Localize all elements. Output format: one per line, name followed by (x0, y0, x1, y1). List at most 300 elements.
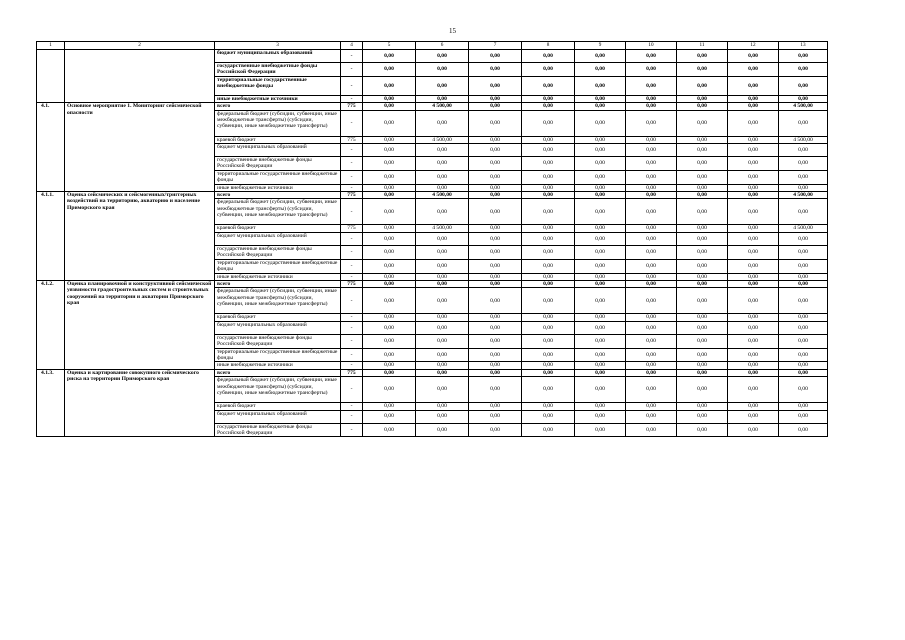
amount-cell: 0,00 (779, 334, 828, 348)
amount-cell: 0,00 (779, 259, 828, 273)
amount-cell: 4 500,00 (779, 136, 828, 143)
amount-cell: 0,00 (416, 232, 469, 245)
amount-cell: 0,00 (416, 95, 469, 102)
amount-cell: 0,00 (626, 280, 677, 287)
amount-cell: 0,00 (575, 410, 626, 423)
code-cell: - (341, 184, 363, 191)
code-cell: 775 (341, 369, 363, 376)
amount-cell: 0,00 (677, 170, 728, 184)
amount-cell: 0,00 (416, 377, 469, 403)
amount-cell: 0,00 (469, 423, 522, 437)
code-cell: 775 (341, 103, 363, 110)
funding-source-cell: государственные внебюджетные фонды Российской Федерации (215, 63, 341, 77)
amount-cell: 0,00 (522, 377, 575, 403)
amount-cell: 0,00 (575, 314, 626, 321)
code-cell: - (341, 423, 363, 437)
code-cell: 775 (341, 280, 363, 287)
amount-cell: 0,00 (677, 362, 728, 369)
amount-cell: 0,00 (575, 403, 626, 410)
amount-cell: 0,00 (728, 136, 779, 143)
funding-source-cell: государственные внебюджетные фонды Российской Федерации (215, 245, 341, 259)
amount-cell: 0,00 (779, 157, 828, 171)
amount-cell: 0,00 (779, 232, 828, 245)
funding-source-cell: территориальные государственные внебюджетные фонды (215, 76, 341, 95)
amount-cell: 0,00 (575, 321, 626, 334)
amount-cell: 0,00 (626, 334, 677, 348)
amount-cell: 0,00 (626, 321, 677, 334)
amount-cell: 0,00 (677, 232, 728, 245)
column-number-header-row (37, 42, 828, 50)
amount-cell: 0,00 (522, 199, 575, 225)
amount-cell: 0,00 (363, 232, 416, 245)
code-cell: - (341, 170, 363, 184)
amount-cell: 0,00 (728, 245, 779, 259)
amount-cell: 0,00 (363, 259, 416, 273)
funding-source-cell: федеральный бюджет (субсидии, субвенции, иные межбюджетные трансферты) (субсидии, субвенции, иные межбюджетные трансферты) (215, 288, 341, 314)
code-cell: - (341, 403, 363, 410)
amount-cell: 0,00 (363, 288, 416, 314)
amount-cell: 0,00 (416, 144, 469, 157)
code-cell: - (341, 110, 363, 136)
item-number-cell: 4.1.3. (37, 369, 65, 437)
amount-cell: 0,00 (677, 288, 728, 314)
amount-cell: 0,00 (522, 314, 575, 321)
amount-cell: 0,00 (779, 144, 828, 157)
amount-cell: 0,00 (728, 273, 779, 280)
amount-cell: 0,00 (363, 170, 416, 184)
amount-cell: 0,00 (677, 95, 728, 102)
amount-cell: 0,00 (363, 403, 416, 410)
header-cell: 4 (341, 42, 363, 50)
amount-cell: 0,00 (575, 192, 626, 199)
amount-cell: 0,00 (522, 410, 575, 423)
amount-cell: 0,00 (779, 245, 828, 259)
amount-cell: 0,00 (469, 245, 522, 259)
header-cell: 9 (575, 42, 626, 50)
amount-cell: 0,00 (575, 110, 626, 136)
amount-cell: 0,00 (728, 76, 779, 95)
amount-cell: 0,00 (363, 348, 416, 362)
amount-cell: 0,00 (626, 259, 677, 273)
code-cell: 775 (341, 136, 363, 143)
amount-cell: 0,00 (779, 362, 828, 369)
amount-cell: 0,00 (728, 103, 779, 110)
amount-cell: 0,00 (363, 184, 416, 191)
amount-cell: 0,00 (363, 280, 416, 287)
amount-cell: 0,00 (575, 273, 626, 280)
amount-cell: 0,00 (677, 334, 728, 348)
code-cell: - (341, 314, 363, 321)
amount-cell: 0,00 (728, 334, 779, 348)
amount-cell: 0,00 (677, 144, 728, 157)
amount-cell: 0,00 (728, 288, 779, 314)
amount-cell: 0,00 (575, 63, 626, 77)
amount-cell: 0,00 (728, 314, 779, 321)
amount-cell: 0,00 (626, 110, 677, 136)
amount-cell: 0,00 (626, 377, 677, 403)
amount-cell: 0,00 (363, 334, 416, 348)
amount-cell: 0,00 (677, 403, 728, 410)
amount-cell: 0,00 (469, 110, 522, 136)
funding-source-cell: бюджет муниципальных образований (215, 410, 341, 423)
code-cell: - (341, 334, 363, 348)
amount-cell: 0,00 (626, 76, 677, 95)
amount-cell: 0,00 (469, 334, 522, 348)
amount-cell: 0,00 (677, 273, 728, 280)
amount-cell: 0,00 (416, 199, 469, 225)
item-number-cell (37, 50, 65, 103)
amount-cell: 0,00 (779, 50, 828, 63)
amount-cell: 0,00 (779, 184, 828, 191)
code-cell: - (341, 157, 363, 171)
amount-cell: 0,00 (363, 192, 416, 199)
amount-cell: 0,00 (779, 63, 828, 77)
header-cell: 11 (677, 42, 728, 50)
amount-cell: 0,00 (575, 280, 626, 287)
header-cell: 3 (215, 42, 341, 50)
amount-cell: 0,00 (626, 362, 677, 369)
amount-cell: 0,00 (779, 410, 828, 423)
amount-cell: 0,00 (469, 76, 522, 95)
amount-cell: 0,00 (779, 348, 828, 362)
amount-cell: 0,00 (626, 288, 677, 314)
amount-cell: 0,00 (363, 423, 416, 437)
amount-cell: 0,00 (363, 144, 416, 157)
amount-cell: 0,00 (626, 103, 677, 110)
amount-cell: 4 500,00 (416, 225, 469, 232)
amount-cell: 0,00 (469, 170, 522, 184)
amount-cell: 0,00 (416, 273, 469, 280)
amount-cell: 0,00 (677, 110, 728, 136)
code-cell: - (341, 50, 363, 63)
funding-source-cell: бюджет муниципальных образований (215, 321, 341, 334)
amount-cell: 0,00 (626, 184, 677, 191)
amount-cell: 0,00 (522, 369, 575, 376)
amount-cell: 0,00 (575, 232, 626, 245)
funding-source-cell: бюджет муниципальных образований (215, 144, 341, 157)
amount-cell: 0,00 (469, 348, 522, 362)
amount-cell: 0,00 (522, 184, 575, 191)
amount-cell: 0,00 (626, 136, 677, 143)
amount-cell: 0,00 (363, 76, 416, 95)
amount-cell: 0,00 (469, 192, 522, 199)
header-cell: 8 (522, 42, 575, 50)
table-row (37, 369, 828, 376)
amount-cell: 0,00 (416, 50, 469, 63)
table-row (37, 280, 828, 287)
amount-cell: 0,00 (728, 225, 779, 232)
amount-cell: 0,00 (779, 423, 828, 437)
amount-cell: 0,00 (522, 76, 575, 95)
amount-cell: 0,00 (677, 103, 728, 110)
amount-cell: 0,00 (728, 403, 779, 410)
table-body (37, 42, 828, 437)
funding-source-cell: бюджет муниципальных образований (215, 232, 341, 245)
header-cell: 1 (37, 42, 65, 50)
amount-cell: 0,00 (779, 403, 828, 410)
header-cell: 7 (469, 42, 522, 50)
amount-cell: 0,00 (779, 288, 828, 314)
amount-cell: 0,00 (469, 95, 522, 102)
header-cell: 13 (779, 42, 828, 50)
funding-source-cell: всего (215, 103, 341, 110)
amount-cell: 0,00 (575, 288, 626, 314)
amount-cell: 0,00 (575, 103, 626, 110)
amount-cell: 0,00 (575, 259, 626, 273)
amount-cell: 0,00 (575, 377, 626, 403)
amount-cell: 0,00 (779, 76, 828, 95)
amount-cell: 0,00 (728, 280, 779, 287)
funding-source-cell: государственные внебюджетные фонды Российской Федерации (215, 423, 341, 437)
amount-cell: 0,00 (469, 362, 522, 369)
amount-cell: 0,00 (728, 348, 779, 362)
amount-cell: 0,00 (522, 288, 575, 314)
amount-cell: 0,00 (728, 157, 779, 171)
code-cell: - (341, 63, 363, 77)
amount-cell: 0,00 (363, 199, 416, 225)
amount-cell: 0,00 (522, 423, 575, 437)
funding-source-cell: территориальные государственные внебюджетные фонды (215, 170, 341, 184)
amount-cell: 0,00 (779, 170, 828, 184)
amount-cell: 0,00 (469, 280, 522, 287)
amount-cell: 0,00 (416, 170, 469, 184)
amount-cell: 0,00 (522, 144, 575, 157)
amount-cell: 0,00 (522, 63, 575, 77)
funding-source-cell: иные внебюджетные источники (215, 95, 341, 102)
funding-source-cell: краевой бюджет (215, 403, 341, 410)
code-cell: - (341, 273, 363, 280)
amount-cell: 0,00 (779, 273, 828, 280)
code-cell: - (341, 377, 363, 403)
amount-cell: 0,00 (575, 348, 626, 362)
code-cell: 775 (341, 192, 363, 199)
amount-cell: 0,00 (522, 403, 575, 410)
amount-cell: 0,00 (779, 321, 828, 334)
amount-cell: 0,00 (626, 273, 677, 280)
amount-cell: 0,00 (728, 377, 779, 403)
code-cell: - (341, 245, 363, 259)
amount-cell: 0,00 (677, 377, 728, 403)
amount-cell: 0,00 (363, 362, 416, 369)
code-cell: - (341, 348, 363, 362)
amount-cell: 0,00 (416, 184, 469, 191)
amount-cell: 0,00 (677, 76, 728, 95)
amount-cell: 0,00 (363, 103, 416, 110)
table-row (37, 50, 828, 63)
amount-cell: 0,00 (728, 321, 779, 334)
table-row (37, 192, 828, 199)
amount-cell: 0,00 (522, 362, 575, 369)
amount-cell: 0,00 (728, 170, 779, 184)
amount-cell: 0,00 (575, 423, 626, 437)
amount-cell: 0,00 (677, 348, 728, 362)
amount-cell: 0,00 (779, 377, 828, 403)
funding-source-cell: краевой бюджет (215, 314, 341, 321)
amount-cell: 0,00 (522, 280, 575, 287)
amount-cell: 0,00 (728, 95, 779, 102)
amount-cell: 0,00 (522, 110, 575, 136)
amount-cell: 4 500,00 (416, 192, 469, 199)
funding-source-cell: краевой бюджет (215, 136, 341, 143)
amount-cell: 0,00 (416, 403, 469, 410)
amount-cell: 0,00 (469, 184, 522, 191)
code-cell: 775 (341, 225, 363, 232)
amount-cell: 0,00 (522, 232, 575, 245)
amount-cell: 0,00 (677, 50, 728, 63)
amount-cell: 0,00 (626, 348, 677, 362)
amount-cell: 0,00 (363, 50, 416, 63)
amount-cell: 0,00 (416, 245, 469, 259)
amount-cell: 0,00 (779, 110, 828, 136)
amount-cell: 0,00 (728, 110, 779, 136)
amount-cell: 0,00 (626, 63, 677, 77)
code-cell: - (341, 232, 363, 245)
amount-cell: 0,00 (469, 410, 522, 423)
amount-cell: 0,00 (522, 273, 575, 280)
amount-cell: 4 500,00 (779, 192, 828, 199)
amount-cell: 0,00 (677, 184, 728, 191)
amount-cell: 0,00 (626, 225, 677, 232)
amount-cell: 0,00 (677, 369, 728, 376)
header-cell: 10 (626, 42, 677, 50)
amount-cell: 0,00 (469, 314, 522, 321)
amount-cell: 0,00 (626, 199, 677, 225)
amount-cell: 0,00 (677, 225, 728, 232)
amount-cell: 0,00 (469, 377, 522, 403)
amount-cell: 0,00 (416, 157, 469, 171)
amount-cell: 0,00 (522, 170, 575, 184)
amount-cell: 0,00 (363, 245, 416, 259)
amount-cell: 0,00 (469, 232, 522, 245)
amount-cell: 0,00 (779, 95, 828, 102)
amount-cell: 0,00 (626, 245, 677, 259)
amount-cell: 0,00 (416, 288, 469, 314)
table-row (37, 103, 828, 110)
item-name-cell: Основное мероприятие 1. Мониторинг сейсмической опасности (65, 103, 215, 192)
amount-cell: 0,00 (522, 334, 575, 348)
amount-cell: 0,00 (469, 144, 522, 157)
amount-cell: 0,00 (416, 423, 469, 437)
amount-cell: 0,00 (575, 50, 626, 63)
funding-source-cell: территориальные государственные внебюджетные фонды (215, 259, 341, 273)
header-cell: 12 (728, 42, 779, 50)
funding-source-cell: государственные внебюджетные фонды Российской Федерации (215, 334, 341, 348)
amount-cell: 0,00 (677, 280, 728, 287)
amount-cell: 4 500,00 (779, 225, 828, 232)
item-number-cell: 4.1.1. (37, 192, 65, 281)
amount-cell: 0,00 (728, 362, 779, 369)
code-cell: - (341, 199, 363, 225)
amount-cell: 0,00 (416, 348, 469, 362)
funding-source-cell: государственные внебюджетные фонды Российской Федерации (215, 157, 341, 171)
header-cell: 5 (363, 42, 416, 50)
amount-cell: 0,00 (575, 245, 626, 259)
amount-cell: 0,00 (363, 377, 416, 403)
amount-cell: 0,00 (728, 184, 779, 191)
amount-cell: 0,00 (416, 362, 469, 369)
amount-cell: 0,00 (522, 348, 575, 362)
amount-cell: 0,00 (728, 259, 779, 273)
funding-source-cell: иные внебюджетные источники (215, 273, 341, 280)
amount-cell: 0,00 (728, 63, 779, 77)
amount-cell: 0,00 (728, 199, 779, 225)
amount-cell: 0,00 (626, 410, 677, 423)
item-name-cell (65, 50, 215, 103)
amount-cell: 0,00 (779, 199, 828, 225)
amount-cell: 4 500,00 (779, 103, 828, 110)
funding-source-cell: всего (215, 192, 341, 199)
amount-cell: 0,00 (728, 50, 779, 63)
amount-cell: 0,00 (626, 170, 677, 184)
header-cell: 2 (65, 42, 215, 50)
amount-cell: 0,00 (416, 410, 469, 423)
amount-cell: 0,00 (416, 110, 469, 136)
funding-source-cell: федеральный бюджет (субсидии, субвенции, иные межбюджетные трансферты) (субсидии, субвенции, иные межбюджетные трансферты) (215, 199, 341, 225)
amount-cell: 0,00 (416, 76, 469, 95)
code-cell: - (341, 259, 363, 273)
amount-cell: 0,00 (469, 273, 522, 280)
amount-cell: 0,00 (626, 157, 677, 171)
amount-cell: 0,00 (469, 369, 522, 376)
amount-cell: 0,00 (575, 95, 626, 102)
amount-cell: 0,00 (575, 170, 626, 184)
amount-cell: 0,00 (469, 136, 522, 143)
amount-cell: 0,00 (728, 232, 779, 245)
amount-cell: 0,00 (469, 225, 522, 232)
item-number-cell: 4.1. (37, 103, 65, 192)
amount-cell: 0,00 (677, 245, 728, 259)
amount-cell: 0,00 (626, 192, 677, 199)
amount-cell: 0,00 (575, 369, 626, 376)
funding-source-cell: бюджет муниципальных образований (215, 50, 341, 63)
amount-cell: 0,00 (363, 110, 416, 136)
code-cell: - (341, 95, 363, 102)
amount-cell: 0,00 (779, 280, 828, 287)
amount-cell: 0,00 (626, 232, 677, 245)
funding-source-cell: краевой бюджет (215, 225, 341, 232)
amount-cell: 0,00 (575, 362, 626, 369)
header-cell: 6 (416, 42, 469, 50)
amount-cell: 0,00 (522, 103, 575, 110)
amount-cell: 0,00 (728, 410, 779, 423)
amount-cell: 0,00 (626, 144, 677, 157)
amount-cell: 0,00 (522, 136, 575, 143)
amount-cell: 0,00 (575, 334, 626, 348)
amount-cell: 0,00 (677, 314, 728, 321)
amount-cell: 0,00 (522, 259, 575, 273)
amount-cell: 0,00 (469, 403, 522, 410)
amount-cell: 0,00 (728, 423, 779, 437)
amount-cell: 0,00 (416, 314, 469, 321)
budget-table (36, 41, 828, 437)
amount-cell: 0,00 (677, 192, 728, 199)
amount-cell: 0,00 (522, 192, 575, 199)
amount-cell: 0,00 (469, 103, 522, 110)
code-cell: - (341, 288, 363, 314)
amount-cell: 0,00 (469, 259, 522, 273)
amount-cell: 0,00 (363, 321, 416, 334)
amount-cell: 0,00 (575, 225, 626, 232)
amount-cell: 0,00 (677, 199, 728, 225)
item-name-cell: Оценка и картирование совокупного сейсмического риска на территории Приморского края (65, 369, 215, 437)
amount-cell: 0,00 (416, 63, 469, 77)
amount-cell: 0,00 (626, 423, 677, 437)
funding-source-cell: иные внебюджетные источники (215, 362, 341, 369)
amount-cell: 0,00 (677, 157, 728, 171)
amount-cell: 0,00 (469, 50, 522, 63)
amount-cell: 0,00 (779, 369, 828, 376)
amount-cell: 0,00 (677, 259, 728, 273)
